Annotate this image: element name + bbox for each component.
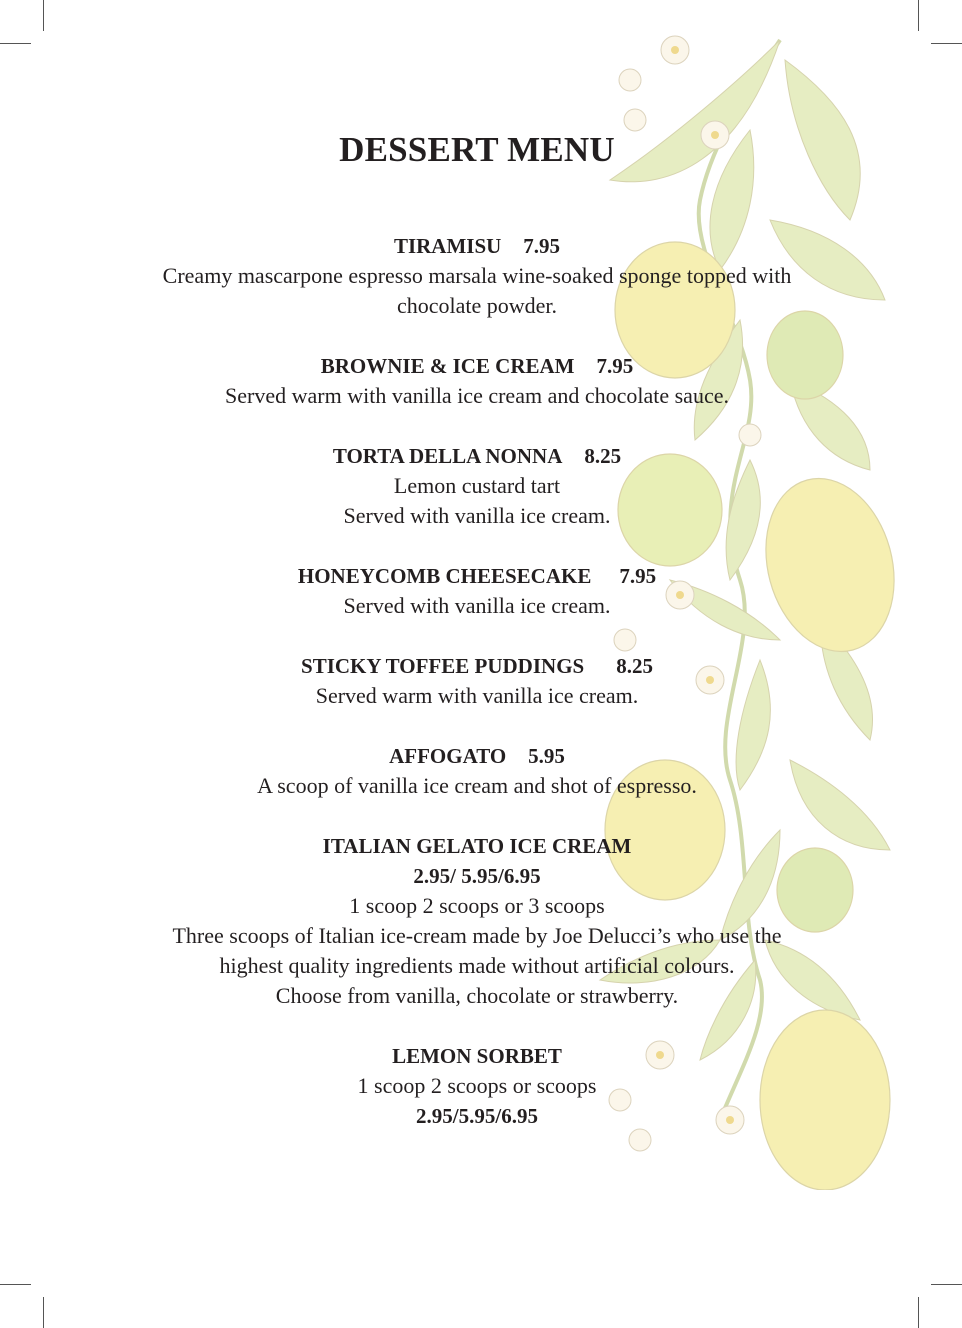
- menu-items: [0, 231, 954, 1161]
- item-description: Choose from vanilla, chocolate or strawberry.: [275, 983, 679, 1008]
- item-description: 1 scoop 2 scoops or 3 scoops: [349, 893, 605, 918]
- item-price: 8.25: [616, 654, 653, 678]
- item-price: 7.95: [619, 564, 657, 588]
- menu-item-lemon-sorbet: [0, 1041, 954, 1131]
- item-description: Lemon custard tart: [393, 473, 561, 498]
- menu-item-italian-gelato: [0, 831, 954, 1011]
- item-price: 8.25: [584, 444, 622, 468]
- menu-item-tiramisu: [0, 231, 954, 321]
- item-name: BROWNIE & ICE CREAM: [320, 354, 575, 378]
- item-name: TIRAMISU: [393, 234, 502, 258]
- item-description: Served with vanilla ice cream.: [343, 593, 611, 618]
- item-price: 2.95/ 5.95/6.95: [413, 864, 541, 888]
- menu-item-affogato: [0, 741, 954, 801]
- item-name: TORTA DELLA NONNA: [332, 444, 563, 468]
- menu-item-honeycomb-cheesecake: [0, 561, 954, 621]
- item-description: chocolate powder.: [396, 293, 558, 318]
- item-name: AFFOGATO: [389, 744, 507, 768]
- item-price: 5.95: [528, 744, 565, 768]
- item-name: ITALIAN GELATO ICE CREAM: [322, 834, 632, 858]
- item-description: highest quality ingredients made without artificial colours.: [219, 953, 735, 978]
- item-description: Served warm with vanilla ice cream.: [315, 683, 639, 708]
- item-description: Served with vanilla ice cream.: [343, 503, 611, 528]
- item-description: Three scoops of Italian ice-cream made by Joe Delucci’s who use the: [172, 923, 782, 948]
- menu-item-brownie: [0, 351, 954, 411]
- item-description: Served warm with vanilla ice cream and chocolate sauce.: [225, 383, 729, 408]
- item-description: A scoop of vanilla ice cream and shot of espresso.: [257, 773, 697, 798]
- item-name: HONEYCOMB CHEESECAKE: [297, 564, 592, 588]
- item-description: Creamy mascarpone espresso marsala wine-soaked sponge topped with: [162, 263, 792, 288]
- item-name: STICKY TOFFEE PUDDINGS: [301, 654, 585, 678]
- item-price: 7.95: [523, 234, 561, 258]
- item-price: 7.95: [596, 354, 634, 378]
- menu-item-sticky-toffee-puddings: [0, 651, 954, 711]
- menu-item-torta-della-nonna: [0, 441, 954, 531]
- item-price: 2.95/5.95/6.95: [416, 1104, 538, 1128]
- menu-title: DESSERT MENU: [339, 130, 615, 169]
- item-name: LEMON SORBET: [392, 1044, 562, 1068]
- item-description: 1 scoop 2 scoops or scoops: [357, 1073, 597, 1098]
